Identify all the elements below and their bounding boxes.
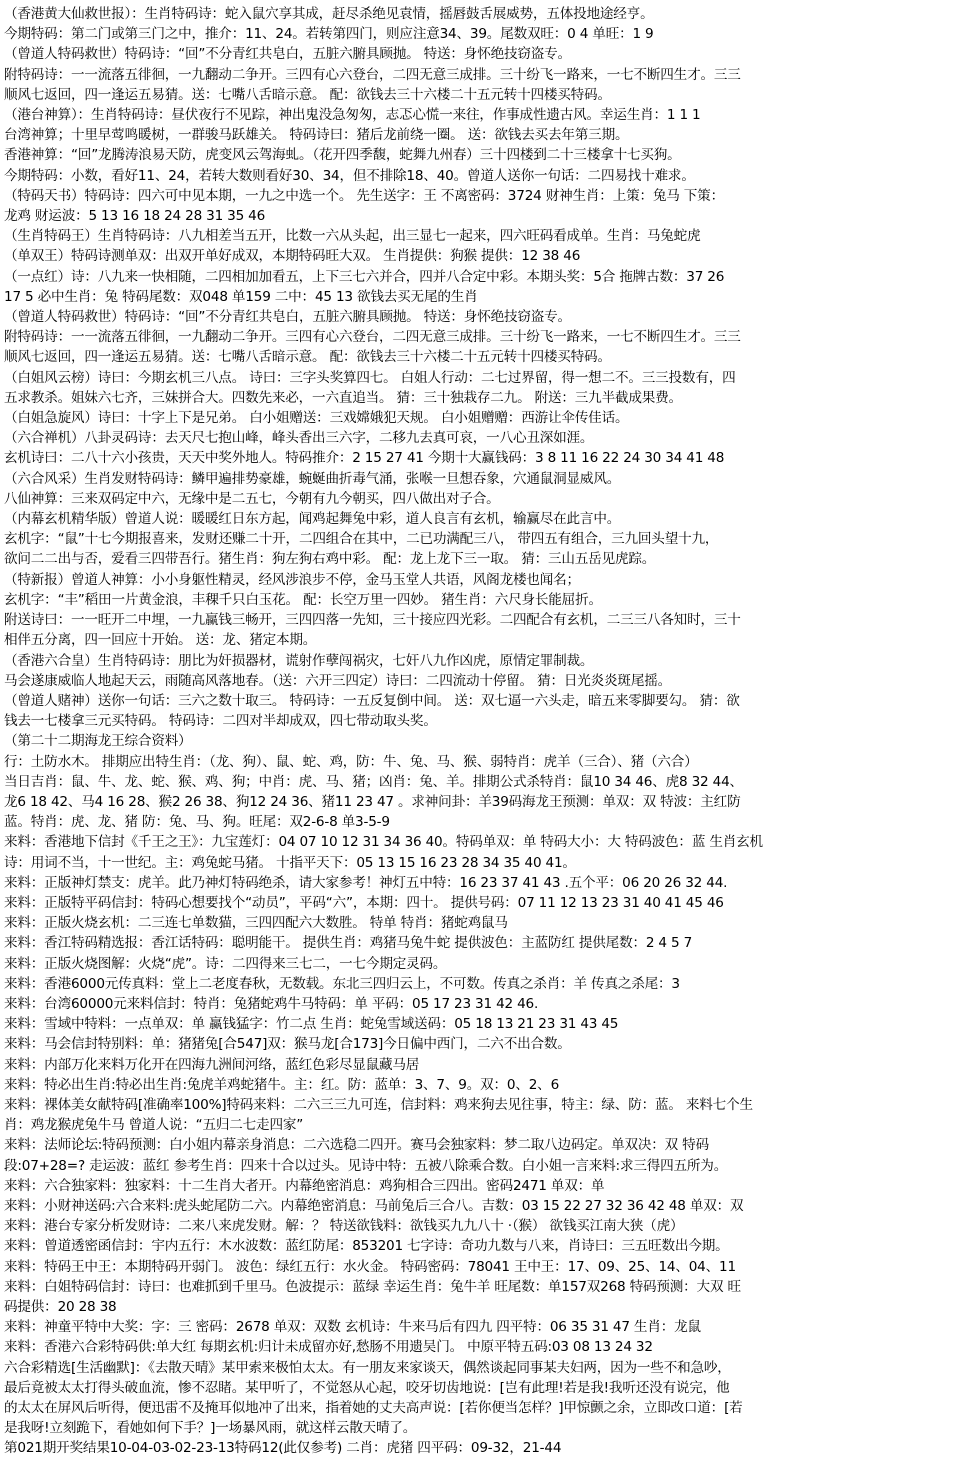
text-line: 码提供：20 28 38 [4,1299,117,1315]
text-line: （曾道人赌神）送你一句话：三六之数十取三。 特码诗：一五反复倒中间。 送：双七逼一六头走，暗五来零脚要勾。 猜：欲 [4,692,740,709]
text-line: 今期特码：小数，看好11、24，若转大数则看好30、34，但不排除18、40。曾道人送你一句话：二四易找十难求。 [4,167,695,184]
text-line: 肖：鸡龙猴虎兔牛马 曾道人说：“五归二七走四家” [4,1117,304,1134]
text-line: 附特码诗：一一流落五徘徊，一九翻动二争开。三四有心六登台，二四无意三成排。三十纷飞一路来，一七不断四生才。三三 [4,66,741,83]
text-line: 是我呀!立刻跪下，看她如何下手？]一场暴风雨，就这样云散天晴了。 [4,1420,417,1437]
text-line: 的太太在屏风后听得，便迅雷不及掩耳似地冲了出来，指着她的丈夫高声说：[若你便当怎样？]甲惊颤之余，立即改口道：[若 [4,1400,743,1417]
text-line: （曾道人特码救世）特码诗：“回”不分青红共皂白，五脏六腑具顾抛。 特送：身怀绝技窃盗专。 [4,309,571,326]
text-line: 来料：雪域中特料：一点单双：单 赢钱猛字：竹二点 生肖：蛇兔雪域送码：05 18 13 21 23 31 43 45 [4,1016,619,1033]
text-line: （第二十二期海龙王综合资料） [4,733,192,750]
text-line: 顺风七返回，四一逢运五易猜。送：七嘴八舌暗示意。 配：欲钱去三十六楼二十五元转十四楼买特码。 [4,349,611,366]
text-line: 龙鸡 财运波：5 13 16 18 24 28 31 35 46 [4,208,266,225]
text-line: 来料：正版火烧玄机：二三连七单数猫，三四四配六大数胜。 特单 特肖：猪蛇鸡鼠马 [4,915,508,932]
text-line: 17 5 必中生肖：兔 特码尾数：双048 单159 二中：45 13 欲钱去买无尾的生肖 [4,288,478,305]
text-line: 玄机诗曰：二八十六小孩贵，天天中奖外地人。特码推介：2 15 27 41 今期十大赢钱码：3 8 11 16 22 24 30 34 41 48 [4,450,725,467]
text-line: 顺风七返回，四一逢运五易猜。送：七嘴八舌暗示意。 配：欲钱去三十六楼二十五元转十四楼买特码。 [4,86,611,103]
text-line: 来料：正版特平码信封：特码心想要找个“动员”，平码“六”，本期：四十。 提供号码：07 11 12 13 23 31 40 41 45 46 [4,894,724,911]
text-line: （香港黄大仙救世报）：生肖特码诗：蛇入鼠穴享其成，赶尽杀绝见袁情，摇唇鼓舌展威势，五体投地途经亨。 [4,6,654,22]
text-line: 第021期开奖结果10-04-03-02-23-13特码12(此仅参考) 二肖：虎猪 四平码：09-32，21-44 [4,1440,562,1457]
text-line: （特码天书）特码诗：四六可中见本期，一九之中选一个。 先生送字：王 不离密码：3724 财神生肖：上策：兔马 下策： [4,187,724,204]
text-line: （单双王）特码诗测单双：出双开单好成双，本期特码旺大双。 生肖提供：狗猴 提供：12 38 46 [4,248,581,265]
text-line: 附送诗曰：一一旺开二中埋，一九赢钱三畅开，三四四落一先知，三十接应四光彩。二四配合有玄机，二三三八各知时，三十 [4,612,741,629]
text-line: 来料：小财神送码:六合来料:虎头蛇尾防二六。内幕绝密消息：马前兔后三合八。吉数：03 15 22 27 32 36 42 48 单双：双 [4,1197,744,1214]
text-line: 来料：内部万化来料万化开在四海九洲间河络，蓝红色彩尽显鼠藏马居 [4,1056,420,1073]
text-line: 当日吉肖：鼠、牛、龙、蛇、猴、鸡、狗；中肖：虎、马、猪；凶肖：兔、羊。排期公式杀特肖：鼠10 34 46、虎8 32 44、 [4,773,743,790]
text-line: （六合禅机）八卦灵码诗：去天尺七抱山峰，峰头香出三六字，二移九去真可哀，一八心丑深如涯。 [4,430,594,447]
text-line: （生肖特码王）生肖特码诗：八九相差当五开，比数一六从头起，出三显七一起来，四六旺码看成单。生肖：马兔蛇虎 [4,228,701,245]
text-line: 来料：白姐特码信封：诗曰：也难抓到千里马。色波提示：蓝绿 幸运生肖：兔牛羊 旺尾数：单157双268 特码预测：大双 旺 [4,1278,741,1295]
text-line: 六合彩精选[生活幽默]：《去散天晴》某甲索来极怕太太。有一朋友来家谈天，偶然谈起同事某夫妇两，因为一些不和急吵， [4,1359,731,1376]
text-line: （白姐急旋风）诗曰：十字上下是兄弟。 白小姐赠送：三戏嫦娥犯天规。 白小姐赠赠：西游让伞传佳话。 [4,410,629,427]
text-line: 台湾神算；十里早莺鸣暖树，一群骏马跃雄关。 特码诗曰：猪后龙前绕一圈。 送：欲钱去买去年第三期。 [4,127,629,144]
text-line: 蓝。特肖：虎、龙、猪 防：兔、马、狗。旺尾：双2-6-8 单3-5-9 [4,814,390,831]
text-line: （曾道人特码救世）特码诗：“回”不分青红共皂白，五脏六腑具顾抛。 特送：身怀绝技窃盗专。 [4,46,571,63]
text-line: 来料：港台专家分析发财诗：二来八来虎发财。解：？ 特送欲钱料：欲钱买九九八十 ·（猴） 欲钱买江南大狭（虎） [4,1218,684,1235]
text-line: 来料：香港六合彩特码供:单大红 每期玄机:归计未成留亦好,愁肠不用遗吴门。 中原平特五码:03 08 13 24 32 [4,1339,653,1356]
text-line: （香港六合皇）生肖特码诗：朋比为奸损器材，谎射作孽闯祸灾，七奸八九作凶虎，原情定罪制裁。 [4,652,594,669]
text-line: 马会遂康威临人地起天云，雨随高风落地春。（送：六开三四定）诗曰：二四流动十停留。 猜：日光炎炎斑尾摇。 [4,672,672,689]
text-line: 来料：六合独家料：独家料：十二生肖大者开。内幕绝密消息：鸡狗相合三四出。密码2471 单双：单 [4,1177,605,1194]
text-line: 来料：马会信封特别料：单：猪猪兔[合547]双：猴马龙[合173]今日偏中西门，二六不出合数。 [4,1036,571,1053]
text-line: 来料：裸体美女献特码[准确率100%]特码来料：二六三三九可连，信封料：鸡来狗去见往事，特主：绿、防：蓝。 来料七个生 [4,1096,753,1113]
lottery-tips-document [4,4,951,1457]
text-line: 五求教杀。姐妹六七齐，三妹拼合大。四数先来必，一六直追当。 猜：三十独栽存二九。 附送：三九半截成果费。 [4,389,682,406]
text-line: 来料：法师论坛:特码预测：白小姐内幕亲身消息：二六选稳二四开。赛马会独家料：梦二取八边码定。单双决：双 特码 [4,1137,709,1154]
text-line: 钱去一七楼拿三元买特码。 特码诗：二四对半却成双，四七带动取头奖。 [4,713,437,730]
text-line: 来料：正版火烧图解：火烧“虎”。诗：二四得来三七二，一七今期定灵码。 [4,955,447,972]
text-line: 来料：正版神灯禁支：虎羊。此乃神灯特码绝杀，请大家参考！神灯五中特：16 23 37 41 43 .五个平：06 20 26 32 44. [4,874,728,891]
text-line: 龙6 18 42、马4 16 28、猴2 26 38、狗12 24 36、猪11 23 47 。求神问卦：羊39码海龙王预测：单双：双 特波：主红防 [4,793,741,810]
text-line: 今期特码：第二门或第三门之中，推介：11、24。若转第四门，则应注意34、39。尾数双旺：0 4 单旺：1 9 [4,26,654,43]
text-line: 玄机字：“丰”稻田一片黄金浪，丰稞千只白玉花。 配：长空万里一四妙。 猪生肖：六尺身长能屈折。 [4,591,602,608]
text-line: 欲问二二出与否，爱看三四带吾行。猪生肖：狗左狗右鸡中彩。 配：龙上龙下三一取。 猜：三山五岳见虎踪。 [4,551,656,568]
text-line: 来料：香港地下信封《千王之王》：九宝莲灯：04 07 10 12 31 34 36 40。特码单双：单 特码大小：大 特码波色：蓝 生肖玄机 [4,834,763,851]
text-line: （六合风采）生肖发财特码诗：鳞甲遍排势豪雄，蜿蜒曲折毒气涌，张喉一旦想吞象，穴通鼠洞显威风。 [4,470,621,487]
text-line: （内幕玄机精华版）曾道人说：暖暖红日东方起，闻鸡起舞兔中彩，道人良言有玄机，输赢尽在此言中。 [4,511,621,528]
text-line: （港台神算）：生肖特码诗：昼伏夜行不见踪，神出鬼没急匆匆，志忑心慌一来往，作事成性遗古风。幸运生肖：1 1 1 [4,107,701,124]
text-line: 来料：神童平特中大奖：字：三 密码：2678 单双：双数 玄机诗：牛来马后有四九 四平特：06 35 31 47 生肖：龙鼠 [4,1319,701,1336]
text-line: 相伴五分离，四一回应十开始。 送：龙、猪定本期。 [4,632,317,649]
text-line: （白姐风云榜）诗曰：今期玄机三八点。 诗曰：三字头奖算四七。 白姐人行动：二七过界留，得一想二不。三三投数有，四 [4,369,736,386]
text-line: 玄机字：“鼠”十七今期报喜来，发财还赚二十开，二四组合在其中，二已功满配三八， 带四五有组合，三九回头望十九， [4,531,719,548]
text-line: （一点红）诗：八九来一快相随，二四相加加看五，上下三七六并合，四并八合定中彩。本期头奖：5合 拖牌古数：37 26 [4,268,725,285]
text-line: 来料：香江特码精选报：香江话特码：聪明能干。 提供生肖：鸡猪马兔牛蛇 提供波色：主蓝防红 提供尾数：2 4 5 7 [4,935,693,952]
text-line: 来料：曾道透密函信封：宇内五行：木水波数：蓝红防尾：853201 七字诗：奇功九数与八来，肖诗曰：三五旺数出今期。 [4,1238,729,1255]
text-line: （特新报）曾道人神算：小小身躯性精灵，经风涉浪步不停，金马玉堂人共语，风阁龙楼也闻名； [4,571,580,588]
text-line: 诗：用词不当，十一世纪。主：鸡兔蛇马猪。 十指平天下：05 13 15 16 23 28 34 35 40 41。 [4,854,576,871]
text-line: 来料：台湾60000元来料信封：特肖：兔猪蛇鸡牛马特码：单 平码：05 17 23 31 42 46. [4,995,539,1012]
text-line: 香港神算：“回”龙腾涛浪易天防，虎变风云驾海虬。（花开四季馥，蛇舞九州春）三十四楼到二十三楼拿十七买狗。 [4,147,681,164]
text-line: 来料：特码王中王：本期特码开弱门。 波色：绿红五行：水火金。 特码密码：78041 王中王：17、09、25、14、04、11 [4,1258,736,1275]
text-line: 来料：特必出生肖:特必出生肖:兔虎羊鸡蛇猪牛。主：红。防：蓝单：3、7、9。双：0、2、6 [4,1076,560,1093]
text-line: 行：土防水木。 排期应出特生肖：（龙、狗）、鼠、蛇、鸡，防：牛、兔、马、猴、弱特肖：虎羊（三合）、猪（六合） [4,753,698,770]
text-line: 八仙神算：三来双码定中六，无缘中是二五七，今朝有九今朝买，四八做出对子合。 [4,490,500,507]
text-line: 来料：香港6000元传真料：堂上二老度春秋，无数载。东北三四归云上，不可数。传真之杀肖：羊 传真之杀尾：3 [4,975,680,992]
text-line: 最后竟被太太打得头破血流，惨不忍睹。某甲听了，不觉怒从心起，咬牙切齿地说：[岂有此理!若是我!我听还没有说完，他 [4,1379,730,1396]
text-line: 段:07+28=? 走运波：蓝红 参考生肖：四来十合以过头。见诗中特：五被八除乘合数。白小姐一言来料:求三得四五所为。 [4,1157,728,1174]
text-line: 附特码诗：一一流落五徘徊，一九翻动二争开。三四有心六登台，二四无意三成排。三十纷飞一路来，一七不断四生才。三三 [4,329,741,346]
